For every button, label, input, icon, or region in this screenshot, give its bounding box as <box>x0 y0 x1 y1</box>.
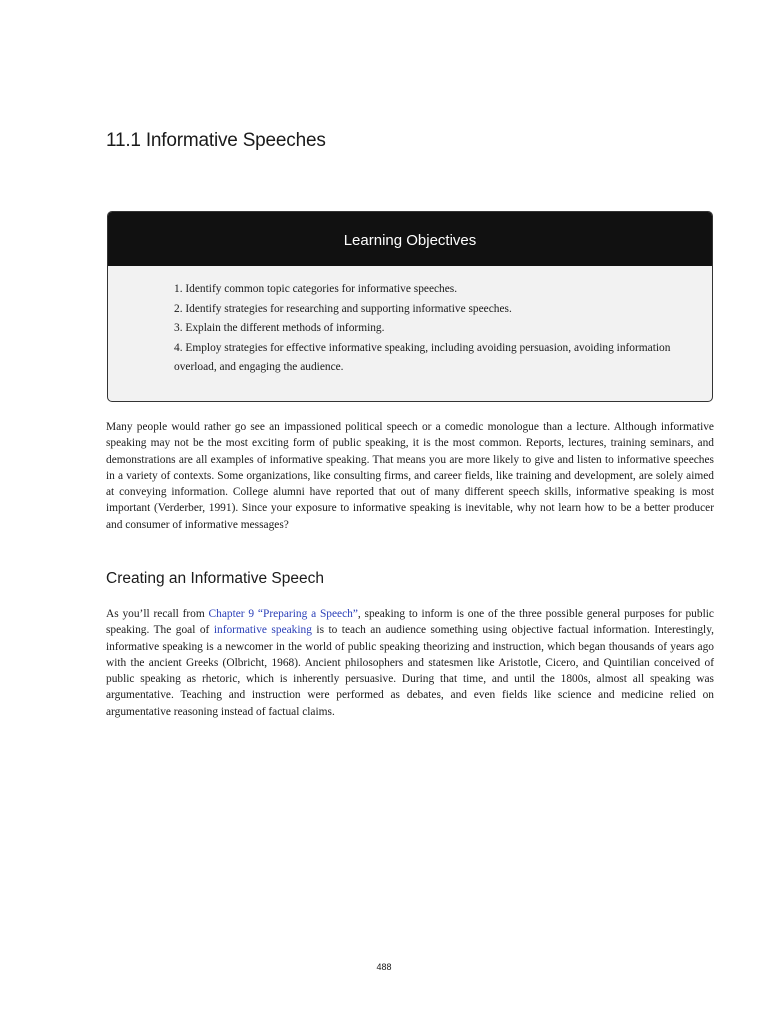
chapter-9-link[interactable]: Chapter 9 “Preparing a Speech” <box>208 608 358 620</box>
body-paragraph <box>106 606 714 720</box>
informative-speaking-link[interactable]: informative speaking <box>213 624 312 637</box>
objective-item: 2. Identify strategies for researching and supporting informative speeches. <box>174 302 512 315</box>
section-title: 11.1 Informative Speeches <box>106 130 326 151</box>
learning-objectives-list <box>108 266 713 378</box>
learning-objectives-box <box>107 211 713 402</box>
paragraph-text: is to teach an audience something using objective factual information. Interestingly, informative speaking is a newcomer in the world of public speaking theorizing and instruction, which began thousands of years ago with the ancient Greeks (Olbricht, 1968). Ancient philosophers and statesmen like Aristotle, Cicero, and Quintilian conceived of public speaking as rhetoric, which is inherently persuasive. During that time, and until the 1800s, almost all speaking was argumentative. Teaching and instruction were performed as debates, and even fields like science and medicine relied on argumentative reasoning instead of factual claims. <box>106 624 714 718</box>
paragraph-text: As you’ll recall from <box>106 608 209 620</box>
subsection-heading: Creating an Informative Speech <box>106 570 324 587</box>
objective-item: 1. Identify common topic categories for informative speeches. <box>174 283 458 295</box>
objective-item: 4. Employ strategies for effective informative speaking, including avoiding persuasion, avoiding information overload, and engaging the audience. <box>174 341 671 373</box>
page-number: 488 <box>376 962 392 972</box>
paragraph-text: , speaking to inform is one of the three possible general purposes for public speaking. The goal of <box>106 608 714 637</box>
objective-item: 3. Explain the different methods of informing. <box>174 322 385 334</box>
learning-objectives-heading: Learning Objectives <box>108 212 712 266</box>
intro-paragraph: Many people would rather go see an impassioned political speech or a comedic monologue than a lecture. Although informative speaking may not be the most exciting form of public speaking, it is the most common. Reports, lectures, training seminars, and demonstrations are all examples of informative speaking. That means you are more likely to give and listen to informative speeches in a variety of contexts. Some organizations, like consulting firms, and career fields, like training and development, are solely aimed at conveying information. College alumni have reported that out of many different speech skills, informative speaking is most important (Verderber, 1991). Since your exposure to informative speaking is inevitable, why not learn how to be a better producer and consumer of informative messages? <box>106 421 714 531</box>
